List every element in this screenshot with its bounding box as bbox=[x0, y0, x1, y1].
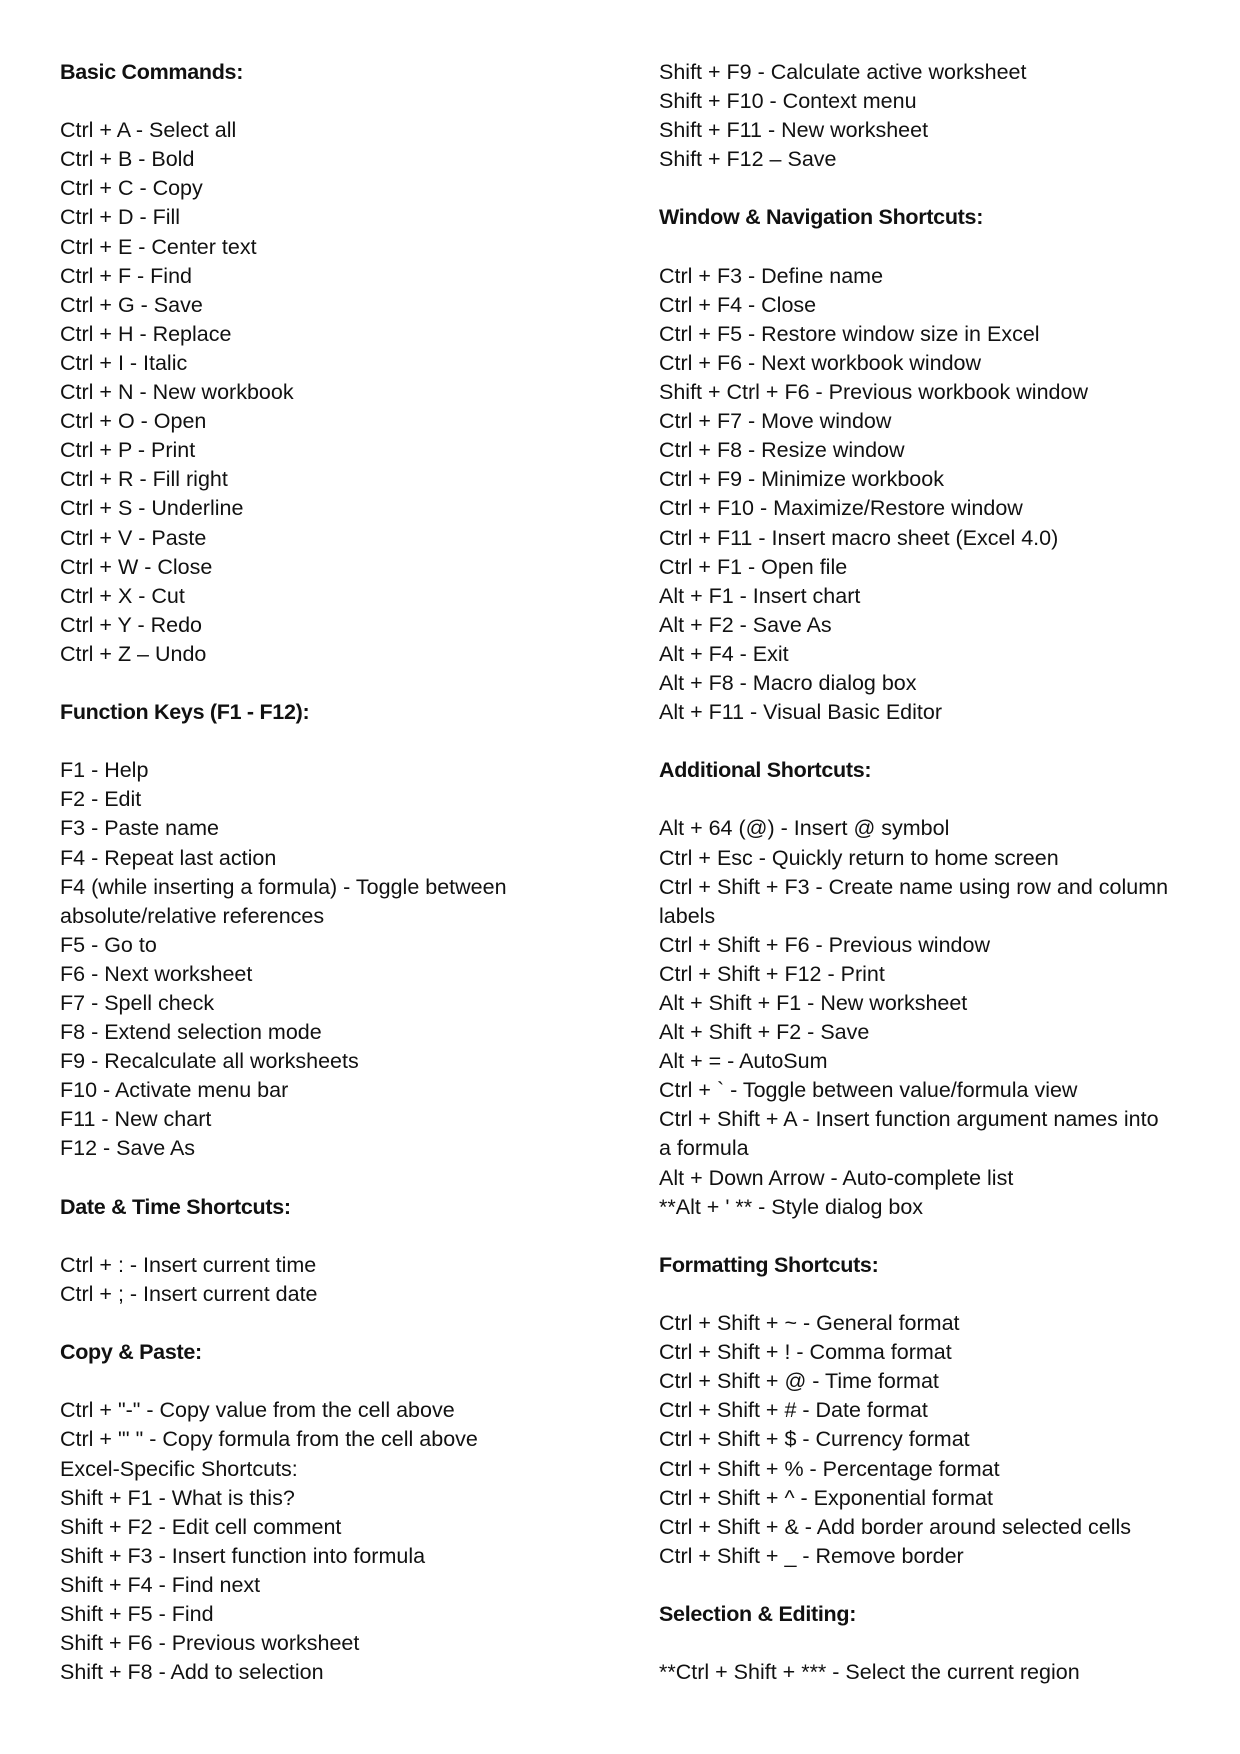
shortcut-line: Ctrl + "-" - Copy value from the cell above bbox=[60, 1398, 455, 1423]
shortcut-line: Alt + Down Arrow - Auto-complete list bbox=[659, 1165, 1014, 1190]
shortcut-line: Ctrl + Shift + @ - Time format bbox=[659, 1369, 939, 1394]
blank-line bbox=[60, 1164, 580, 1193]
shortcut-line: Shift + F5 - Find bbox=[60, 1601, 214, 1626]
shortcut-line: Ctrl + O - Open bbox=[60, 409, 207, 434]
section-heading-selection-editing: Selection & Editing: bbox=[659, 1601, 857, 1626]
shortcut-line: Ctrl + A - Select all bbox=[60, 118, 237, 143]
shortcut-line: Ctrl + F3 - Define name bbox=[659, 263, 884, 288]
shortcut-line: Ctrl + F4 - Close bbox=[659, 292, 817, 317]
shortcut-line: Ctrl + F8 - Resize window bbox=[659, 438, 905, 463]
shortcut-line: Shift + F12 – Save bbox=[659, 147, 837, 172]
shortcut-line: Alt + = - AutoSum bbox=[659, 1049, 828, 1074]
shortcut-line: Ctrl + I - Italic bbox=[60, 350, 188, 375]
shortcut-line: Ctrl + Z – Undo bbox=[60, 641, 207, 666]
shortcut-line: Shift + F8 - Add to selection bbox=[60, 1660, 324, 1685]
shortcut-line: Alt + F11 - Visual Basic Editor bbox=[659, 700, 943, 725]
shortcut-line: Ctrl + Shift + F6 - Previous window bbox=[659, 932, 990, 957]
shortcut-line: F4 - Repeat last action bbox=[60, 845, 277, 870]
shortcut-line: Ctrl + Shift + ! - Comma format bbox=[659, 1340, 952, 1365]
shortcut-line: Ctrl + ; - Insert current date bbox=[60, 1281, 318, 1306]
blank-line bbox=[659, 785, 1189, 814]
shortcut-line: Ctrl + N - New workbook bbox=[60, 380, 294, 405]
blank-line bbox=[60, 1309, 580, 1338]
shortcut-line: Ctrl + Shift + & - Add border around selected cells bbox=[659, 1514, 1132, 1539]
shortcut-line: F12 - Save As bbox=[60, 1136, 196, 1161]
shortcut-line: absolute/relative references bbox=[60, 903, 325, 928]
shortcut-line: Ctrl + F1 - Open file bbox=[659, 554, 848, 579]
blank-line bbox=[659, 1629, 1189, 1658]
section-heading-function-keys-f1-f12: Function Keys (F1 - F12): bbox=[60, 700, 310, 725]
shortcut-line: Alt + F8 - Macro dialog box bbox=[659, 670, 917, 695]
shortcut-line: Alt + F4 - Exit bbox=[659, 641, 789, 666]
shortcut-line: Ctrl + G - Save bbox=[60, 292, 203, 317]
shortcut-line: Ctrl + W - Close bbox=[60, 554, 213, 579]
shortcut-line: F1 - Help bbox=[60, 758, 149, 783]
shortcut-line: F9 - Recalculate all worksheets bbox=[60, 1049, 359, 1074]
shortcut-line: Shift + F3 - Insert function into formula bbox=[60, 1543, 426, 1568]
shortcut-line: Shift + F10 - Context menu bbox=[659, 89, 917, 114]
shortcut-line: Ctrl + Shift + _ - Remove border bbox=[659, 1543, 964, 1568]
shortcut-line: Alt + F1 - Insert chart bbox=[659, 583, 861, 608]
blank-line bbox=[60, 727, 580, 756]
section-heading-formatting-shortcuts: Formatting Shortcuts: bbox=[659, 1252, 879, 1277]
shortcut-line: **Ctrl + Shift + *** - Select the current region bbox=[659, 1660, 1080, 1685]
shortcut-line: F5 - Go to bbox=[60, 932, 157, 957]
shortcut-line: Ctrl + F - Find bbox=[60, 263, 193, 288]
shortcut-line: **Alt + ' ** - Style dialog box bbox=[659, 1194, 924, 1219]
shortcut-line: Ctrl + Shift + F3 - Create name using row and column bbox=[659, 874, 1169, 899]
shortcut-line: Alt + F2 - Save As bbox=[659, 612, 832, 637]
shortcut-line: Ctrl + : - Insert current time bbox=[60, 1252, 317, 1277]
shortcut-line: Shift + F9 - Calculate active worksheet bbox=[659, 60, 1027, 84]
shortcut-line: F11 - New chart bbox=[60, 1107, 212, 1132]
blank-line bbox=[60, 669, 580, 698]
shortcut-line: Ctrl + Shift + A - Insert function argument names into bbox=[659, 1107, 1159, 1132]
shortcut-line: F7 - Spell check bbox=[60, 991, 215, 1015]
section-heading-basic-commands: Basic Commands: bbox=[60, 60, 244, 84]
shortcut-line: Ctrl + E - Center text bbox=[60, 234, 257, 259]
shortcut-line: Ctrl + "' " - Copy formula from the cell above bbox=[60, 1427, 478, 1452]
blank-line bbox=[659, 1222, 1189, 1251]
shortcut-line: Excel-Specific Shortcuts: bbox=[60, 1456, 298, 1481]
shortcut-line: Ctrl + S - Underline bbox=[60, 496, 244, 521]
shortcut-line: Ctrl + Shift + F12 - Print bbox=[659, 961, 885, 986]
shortcut-line: Ctrl + P - Print bbox=[60, 438, 196, 463]
shortcut-line: Alt + Shift + F2 - Save bbox=[659, 1020, 870, 1045]
blank-line bbox=[659, 174, 1189, 203]
shortcut-line: Ctrl + F5 - Restore window size in Excel bbox=[659, 321, 1040, 346]
shortcut-line: Ctrl + Shift + $ - Currency format bbox=[659, 1427, 970, 1452]
blank-line bbox=[659, 233, 1189, 262]
shortcut-line: Ctrl + Shift + ^ - Exponential format bbox=[659, 1485, 993, 1510]
section-heading-additional-shortcuts: Additional Shortcuts: bbox=[659, 758, 872, 783]
shortcut-line: Ctrl + F7 - Move window bbox=[659, 409, 892, 434]
blank-line bbox=[659, 1280, 1189, 1309]
section-heading-copy-paste: Copy & Paste: bbox=[60, 1340, 202, 1365]
shortcut-line: Ctrl + F9 - Minimize workbook bbox=[659, 467, 944, 492]
shortcut-line: F6 - Next worksheet bbox=[60, 961, 253, 986]
shortcut-line: Ctrl + Shift + ~ - General format bbox=[659, 1311, 960, 1336]
blank-line bbox=[60, 1367, 580, 1396]
shortcut-line: Ctrl + B - Bold bbox=[60, 147, 195, 172]
shortcut-line: Ctrl + Y - Redo bbox=[60, 612, 203, 637]
right-column bbox=[659, 58, 1189, 1687]
shortcut-line: F4 (while inserting a formula) - Toggle between bbox=[60, 874, 507, 899]
section-heading-date-time-shortcuts: Date & Time Shortcuts: bbox=[60, 1194, 291, 1219]
section-heading-window-navigation-shortcuts: Window & Navigation Shortcuts: bbox=[659, 205, 984, 230]
shortcut-line: Alt + 64 (@) - Insert @ symbol bbox=[659, 816, 950, 841]
blank-line bbox=[60, 1222, 580, 1251]
shortcut-line: Shift + F2 - Edit cell comment bbox=[60, 1514, 342, 1539]
shortcut-line: Ctrl + ` - Toggle between value/formula view bbox=[659, 1078, 1078, 1103]
shortcut-line: Ctrl + H - Replace bbox=[60, 321, 232, 346]
shortcut-line: F2 - Edit bbox=[60, 787, 142, 812]
shortcut-line: Ctrl + D - Fill bbox=[60, 205, 181, 230]
shortcut-line: Shift + F4 - Find next bbox=[60, 1572, 261, 1597]
shortcut-line: Ctrl + Esc - Quickly return to home screen bbox=[659, 845, 1059, 870]
shortcut-line: Ctrl + Shift + % - Percentage format bbox=[659, 1456, 1000, 1481]
shortcut-line: Ctrl + R - Fill right bbox=[60, 467, 228, 492]
shortcut-line: a formula bbox=[659, 1136, 749, 1161]
shortcut-line: Shift + F1 - What is this? bbox=[60, 1485, 295, 1510]
shortcut-line: Ctrl + X - Cut bbox=[60, 583, 185, 608]
shortcut-line: Shift + F6 - Previous worksheet bbox=[60, 1631, 360, 1656]
blank-line bbox=[60, 87, 580, 116]
shortcut-line: Ctrl + F10 - Maximize/Restore window bbox=[659, 496, 1023, 521]
left-column bbox=[60, 58, 580, 1687]
shortcut-line: Ctrl + V - Paste bbox=[60, 525, 207, 550]
shortcut-line: F3 - Paste name bbox=[60, 816, 219, 841]
shortcut-line: labels bbox=[659, 903, 716, 928]
shortcut-line: Shift + Ctrl + F6 - Previous workbook window bbox=[659, 380, 1088, 405]
shortcut-line: F8 - Extend selection mode bbox=[60, 1020, 322, 1045]
shortcut-line: Ctrl + F6 - Next workbook window bbox=[659, 350, 982, 375]
shortcut-line: Ctrl + Shift + # - Date format bbox=[659, 1398, 928, 1423]
shortcut-line: F10 - Activate menu bar bbox=[60, 1078, 289, 1103]
blank-line bbox=[659, 727, 1189, 756]
blank-line bbox=[659, 1571, 1189, 1600]
shortcut-line: Alt + Shift + F1 - New worksheet bbox=[659, 991, 968, 1015]
shortcut-line: Ctrl + F11 - Insert macro sheet (Excel 4.0) bbox=[659, 525, 1059, 550]
shortcut-line: Ctrl + C - Copy bbox=[60, 176, 203, 201]
shortcut-line: Shift + F11 - New worksheet bbox=[659, 118, 929, 143]
